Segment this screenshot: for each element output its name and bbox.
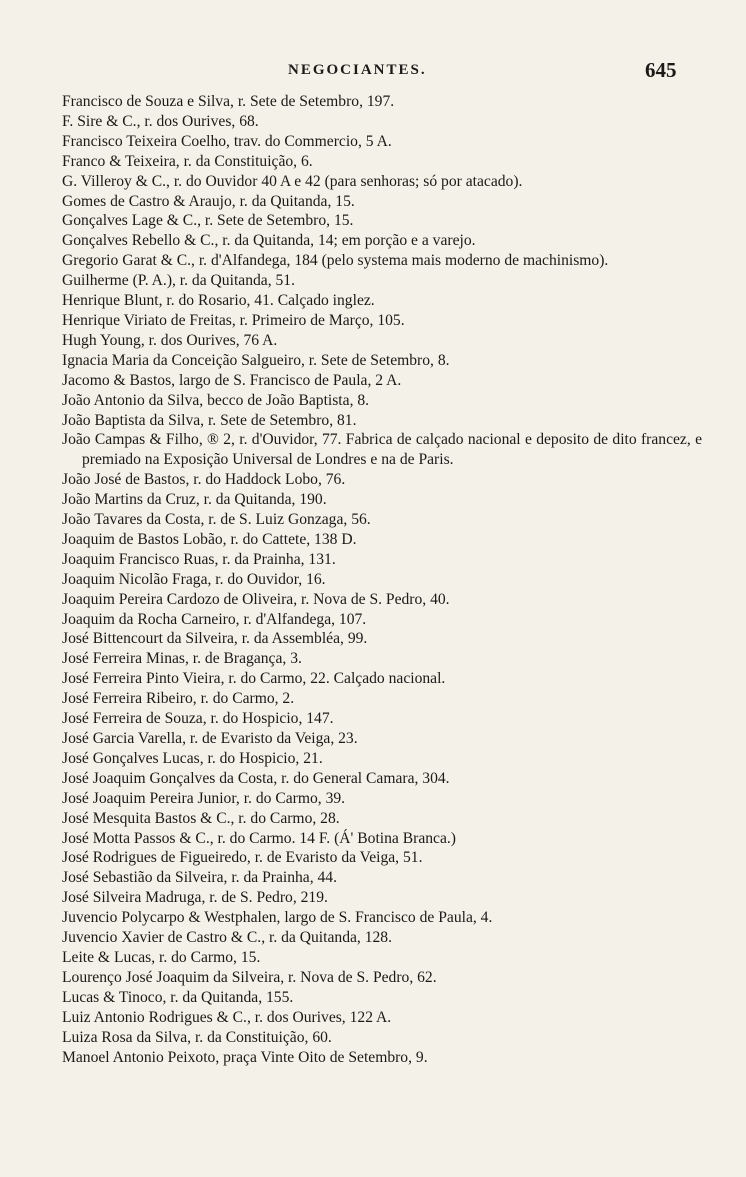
list-item: José Garcia Varella, r. de Evaristo da Veiga, 23.	[62, 730, 358, 747]
list-item: João Baptista da Silva, r. Sete de Setembro, 81.	[62, 411, 357, 429]
list-item: Guilherme (P. A.), r. da Quitanda, 51.	[62, 272, 295, 290]
list-item: João Tavares da Costa, r. de S. Luiz Gonzaga, 56.	[62, 511, 371, 529]
list-item: Ignacia Maria da Conceição Salgueiro, r. Sete de Setembro, 8.	[62, 351, 450, 369]
list-item: Joaquim da Rocha Carneiro, r. d'Alfandega, 107.	[62, 610, 367, 628]
list-item: Francisco de Souza e Silva, r. Sete de Setembro, 197.	[62, 93, 395, 110]
list-item: José Silveira Madruga, r. de S. Pedro, 219.	[62, 889, 328, 907]
list-item: Joaquim de Bastos Lobão, r. do Cattete, 138 D.	[62, 530, 357, 548]
page-title: NEGOCIANTES.	[288, 62, 427, 78]
list-item: G. Villeroy & C., r. do Ouvidor 40 A e 42 (para senhoras; só por atacado).	[62, 172, 523, 190]
list-item: José Ferreira Pinto Vieira, r. do Carmo, 22. Calçado nacional.	[62, 670, 446, 688]
list-item: José Ferreira Ribeiro, r. do Carmo, 2.	[62, 690, 295, 708]
list-item: Leite & Lucas, r. do Carmo, 15.	[62, 948, 261, 966]
list-item: João Antonio da Silva, becco de João Baptista, 8.	[62, 391, 370, 409]
list-item: Juvencio Polycarpo & Westphalen, largo de S. Francisco de Paula, 4.	[62, 909, 493, 927]
list-item: José Sebastião da Silveira, r. da Prainha, 44.	[62, 869, 337, 887]
list-item: F. Sire & C., r. dos Ourives, 68.	[62, 112, 259, 130]
list-item: Hugh Young, r. dos Ourives, 76 A.	[62, 331, 278, 349]
list-item: João Martins da Cruz, r. da Quitanda, 190.	[62, 491, 327, 509]
list-item: José Gonçalves Lucas, r. do Hospicio, 21.	[62, 749, 323, 767]
list-item: Lourenço José Joaquim da Silveira, r. Nova de S. Pedro, 62.	[62, 968, 437, 986]
list-item: José Bittencourt da Silveira, r. da Assembléa, 99.	[62, 630, 368, 648]
list-item: José Rodrigues de Figueiredo, r. de Evaristo da Veiga, 51.	[62, 849, 423, 867]
list-item: José Joaquim Pereira Junior, r. do Carmo, 39.	[62, 789, 346, 807]
list-item: Franco & Teixeira, r. da Constituição, 6.	[62, 152, 313, 170]
page-number: 645	[645, 58, 677, 82]
list-item: Jacomo & Bastos, largo de S. Francisco de Paula, 2 A.	[62, 371, 402, 389]
list-item: Luiz Antonio Rodrigues & C., r. dos Ourives, 122 A.	[62, 1008, 392, 1026]
list-item: Luiza Rosa da Silva, r. da Constituição, 60.	[62, 1028, 332, 1046]
list-item: Lucas & Tinoco, r. da Quitanda, 155.	[62, 988, 294, 1006]
list-item: Manoel Antonio Peixoto, praça Vinte Oito de Setembro, 9.	[62, 1048, 428, 1066]
list-item: José Ferreira de Souza, r. do Hospicio, 147.	[62, 710, 334, 728]
merchant-list	[62, 92, 702, 1067]
list-item: Gonçalves Rebello & C., r. da Quitanda, 14; em porção e a varejo.	[62, 232, 476, 250]
list-item: Henrique Viriato de Freitas, r. Primeiro de Março, 105.	[62, 311, 405, 329]
list-item: Francisco Teixeira Coelho, trav. do Commercio, 5 A.	[62, 132, 392, 150]
list-item: José Ferreira Minas, r. de Bragança, 3.	[62, 650, 302, 668]
list-item: João Campas & Filho, ® 2, r. d'Ouvidor, 77. Fabrica de calçado nacional e deposito de dito francez, e premiado na Exposição Universal de Londres e na de Paris.	[62, 431, 702, 469]
list-item: José Motta Passos & C., r. do Carmo. 14 F. (Á' Botina Branca.)	[62, 829, 456, 847]
list-item: Joaquim Francisco Ruas, r. da Prainha, 131.	[62, 550, 336, 568]
list-item: Joaquim Nicolão Fraga, r. do Ouvidor, 16.	[62, 570, 326, 588]
list-item: João José de Bastos, r. do Haddock Lobo, 76.	[62, 471, 346, 489]
list-item: José Joaquim Gonçalves da Costa, r. do General Camara, 304.	[62, 769, 450, 787]
list-item: José Mesquita Bastos & C., r. do Carmo, 28.	[62, 809, 340, 827]
list-item: Gomes de Castro & Araujo, r. da Quitanda, 15.	[62, 192, 355, 210]
list-item: Joaquim Pereira Cardozo de Oliveira, r. Nova de S. Pedro, 40.	[62, 590, 450, 608]
list-item: Henrique Blunt, r. do Rosario, 41. Calçado inglez.	[62, 292, 375, 310]
list-item: Gonçalves Lage & C., r. Sete de Setembro, 15.	[62, 212, 354, 230]
list-item: Juvencio Xavier de Castro & C., r. da Quitanda, 128.	[62, 929, 392, 947]
list-item: Gregorio Garat & C., r. d'Alfandega, 184 (pelo systema mais moderno de machinismo).	[62, 252, 609, 270]
page-header	[0, 58, 746, 88]
